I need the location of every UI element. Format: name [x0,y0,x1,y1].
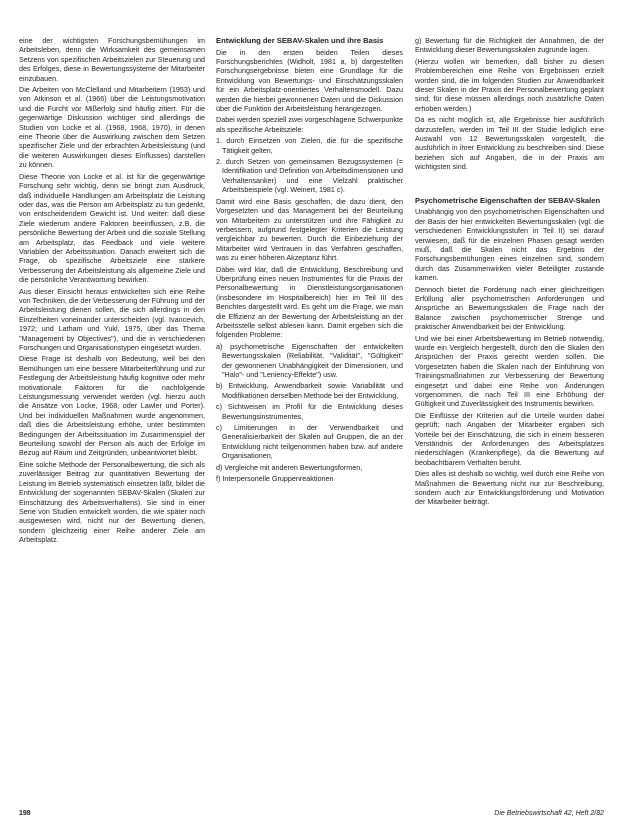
journal-name: Die Betriebswirtschaft 42, Heft 2/82 [494,810,604,817]
body-paragraph: Aus dieser Einsicht heraus entwickelten sich eine Reihe von Techniken, die der Verbesserung der Führung und der Arbeitsleistung dienen sollen, die sich allerdings in den Einzelheiten voneinander unterscheiden (vgl. Ivancevich, 1972; und Latham und Yukl, 1975, über das Thema "Management by Objectives"), und die in verschiedenen Forschungen und Organisationstypen eingesetzt wurden. [19,286,205,352]
list-item: c) Limitierungen in der Verwendbarkeit und Generalisierbarkeit der Skalen auf Gruppen, die an der Entwicklung nicht teilgenommen haben bzw. auf andere Organisationen, [216,423,403,461]
body-paragraph: (Hierzu wollen wir bemerken, daß bisher zu diesen Problembereichen eine Reihe von Ergebnissen erzielt worden sind, die im folgenden Studien zur Anwendbarkeit dieser Skalen in der Praxis der Personalbewertung geplant sind; für diese müssen allerdings noch zusätzliche Daten erhoben werden.) [415,56,604,113]
body-paragraph: Die Arbeiten von McClelland und Mitarbeitern (1953) und von Atkinson et al. (1966) über die Leistungsmotivation und die Furcht vor Mißerfolg sind häufig zitiert. Für die gegenwärtige Diskussion wichtiger sind allerdings die Studien von Locke et al. (1968, 1968, 1970), in denen eine Theorie über die Auswirkung zwischen dem Setzen spezifischer Ziele und der erbrachten Arbeitsleistung (und die weiteren Auswirkungen dieses Einflusses) darstellen zu können. [19,85,205,170]
list-item: 2. durch Setzen von gemeinsamen Bezugssystemen (= Identifikation und Definition von Arbeitsdimensionen und Verhaltensanker) und eine Vielzahl praktischer Arbeitsbeispiele (vgl. Weinert, 1981 c). [216,157,403,195]
body-paragraph: g) Bewertung für die Richtigkeit der Annahmen, die der Entwicklung dieser Bewertungsskalen zugrunde lagen. [415,36,604,55]
list-item: c) Sichtweisen im Profil für die Entwicklung dieses Bewertungsinstrumentes, [216,402,403,421]
body-paragraph: Da es nicht möglich ist, alle Ergebnisse hier ausführlich darzustellen, werden im Teil III der Studie lediglich eine Auswahl von 12 Bewertungsskalen vorgestellt, die ausführlich in ihrer Entwicklung zu beschreiben sind. Diese beziehen sich auf Angaben, die in der Praxis am wichtigsten sind. [415,115,604,172]
section-heading: Entwicklung der SEBAV-Skalen und ihre Basis [216,36,384,45]
list-item: d) Vergleiche mit anderen Bewertungsformen, [216,462,363,472]
middle-column [216,36,403,794]
section-gap [415,174,604,196]
body-paragraph: Dabei wird klar, daß die Entwicklung, Beschreibung und Überprüfung eines neuen Instrumentes für die Praxis der Personalbewertung in Dienstleistungsorganisationen (insbesondere im Hospitalbereich) hier im Teil III des Berichtes dargestellt wird. Es geht um die Frage, wie man die Effizienz an der Bewertung der Arbeitsleistung an der Arbeitsstelle selbst ablesen kann. Damit ergeben sich die folgenden Probleme: [216,264,403,340]
body-paragraph: Dies alles ist deshalb so wichtig, weil durch eine Reihe von Maßnahmen die Bewertung nicht nur zur Beschreibung, sondern auch zur Entwicklungsförderung und Motivation der Mitarbeiter beiträgt. [415,469,604,507]
list-item: a) psychometrische Eigenschaften der entwickelten Bewertungsskalen (Reliabilität, "Validität", "Gültigkeit" der gewonnenen Unabhängigkeit der Dimensionen, und "Halo"- und "Leniency-Effekte") usw. [216,341,403,379]
list-item: b) Entwicklung, Anwendbarkeit sowie Variabilität und Modifikationen derselben Methode bei der Entwicklung, [216,381,403,400]
list-item: f) Interpersonelle Gruppenreaktionen [216,474,334,484]
body-paragraph: Diese Theorie von Locke et al. ist für die gegenwärtige Forschung sehr wichtig, denn sie bringt zum Ausdruck, daß individuelle Handlungen am Arbeitsplatz die Leistung oder das, was die Person am Arbeitsplatz zu tun gedenkt, von entscheidendem Gewicht ist. Und weiter: daß diese Ziele wiederum andere Faktoren beeinflussen, z.B. die persönliche Bewertung der Arbeit und die soziale Stellung am Arbeitsplatz, das Feedback und viele weitere Variablen der Arbeitssituation. Danach erweitert sich die Frage, ob spezifische Arbeitsziele eine stärkere Verbesserung der Arbeitsleistung als allgemeine Ziele und die persönliche Verantwortung bewirken. [19,171,205,285]
body-paragraph: Damit wird eine Basis geschaffen, die dazu dient, den Vorgesetzten und das Management bei der Beurteilung von Mitarbeitern zu unterstützen und ihre Fähigkeit zu verbessern, aufgrund festgelegter Kriterien die Leistung vergleichbar zu bewerten. Durch die Einbeziehung der Mitarbeiter wird Vertrauen in das Verfahren geschaffen, was zu einer höheren Akzeptanz führt. [216,196,403,263]
body-paragraph: Dabei werden speziell zwei vorgeschlagene Schwerpunkte als spezifische Arbeitsziele: [216,115,403,134]
list-item: 1. durch Einsetzen von Zielen, die für die spezifische Tätigkeit gelten, [216,136,403,155]
body-paragraph: Die in den ersten beiden Teilen dieses Forschungsberichtes (Widholt, 1981 a, b) dargestellten Forschungsergebnisse bieten eine Grundlage für die Entwicklung von Bewertungs- und Einschätzungsskalen für ein Arbeitsplatz-orientiertes Verhaltensmodell. Dazu werden die hierbei gewonnenen Daten und die Diskussion über die Funktion der Arbeitsleistung herangezogen. [216,47,403,114]
body-paragraph: Eine solche Methode der Personalbewertung, die sich als zuverlässiger Beitrag zur quantitativen Bewertung der Leistung im Betrieb systematisch einsetzen läßt, bildet die Entwicklung der sogenannten SEBAV-Skalen (Skalen zur Einschätzung des Arbeitsverhaltens). Sie sind in einer Serie von Studien entwickelt worden, die wie später noch ausgewiesen wird, nicht nur der Bewertung dienen, sondern gleichzeitig einer Reihe anderer Ziele am Arbeitsplatz. [19,459,205,545]
body-paragraph: Diese Frage ist deshalb von Bedeutung, weil bei den Bemühungen um eine bessere Mitarbeiterführung und zur Festlegung der Arbeitsleistung häufig kognitive oder mehr motivationale Faktoren für die nachfolgende Leistungsmessung verwendet werden (vgl. hierzu auch die Ansätze von Locke, 1968, oder Lawler und Porter). Und bei individuellen Maßnahmen wurde angenommen, daß dies die Arbeitsleistung erhöhe, unter bestimmten Bedingungen der Arbeitssituation im Zusammenspiel der Beurteilung sowohl der Person als auch der Erfolge im Bezug auf Raum und Zeitgründen, unbeantwortet bleibt. [19,354,205,458]
left-column [19,36,205,794]
body-paragraph: Dennoch bietet die Forderung nach einer gleichzeitigen Erfüllung aller psychometrischen Anforderungen und Ansprüche an Bewertungsskalen die Frage nach der Balance zwischen psychometrischer Strenge und praktischer Anwendbarkeit bei der Entwicklung. [415,284,604,332]
page-number: 198 [19,810,31,817]
right-column [415,36,604,794]
body-paragraph: Die Einflüsse der Kriterien auf die Urteile wurden dabei geprüft; nach Angaben der Mitarbeiter ergaben sich Vorteile bei der Einschätzung, die sich in einem besseren Verständnis der Anforderungen des Arbeitsplatzes niederschlagen (Krankenpflege), da die Bewertung auf beobachtbarem Verhalten beruht. [415,410,604,467]
section-heading: Psychometrische Eigenschaften der SEBAV-Skalen [415,195,601,205]
body-paragraph: eine der wichtigsten Forschungsbemühungen im Arbeitsleben, denn die Wirksamkeit des gemeinsamen Setzens von spezifischen Arbeitszielen zur Steuerung und des Erfolges, diese in Bewertungssysteme der Mitarbeiter einzubauen. [19,36,205,83]
body-paragraph: Und wie bei einer Arbeitsbewertung im Betrieb notwendig, wurde ein Vergleich hergestellt, durch den die Skalen den Ansprüchen der Praxis gerecht werden sollen. Die Vorgesetzten haben die Skalen nach der Einführung von Trainingsmaßnahmen zur Verbesserung der Bewertung eingesetzt und dabei eine Reihe von Änderungen vorgenommen, die nach Teil III eine Erhöhung der Gültigkeit und Zuverlässigkeit des Instruments bewirken. [415,333,604,409]
body-paragraph: Unabhängig von den psychometrischen Eigenschaften und der Basis der hier entwickelten Bewertungsskalen (vgl. die verschiedenen Entwicklungsstufen in Teil II) sei darauf verwiesen, daß für die einzelnen Phasen gesagt werden muß, daß die Skalen nicht das Ergebnis der Forschungsbemühungen eines einzelnen sind, sondern durch das Zusammenwirken vieler Beteiligter zustande kamen. [415,207,604,283]
page-footer [19,810,604,820]
